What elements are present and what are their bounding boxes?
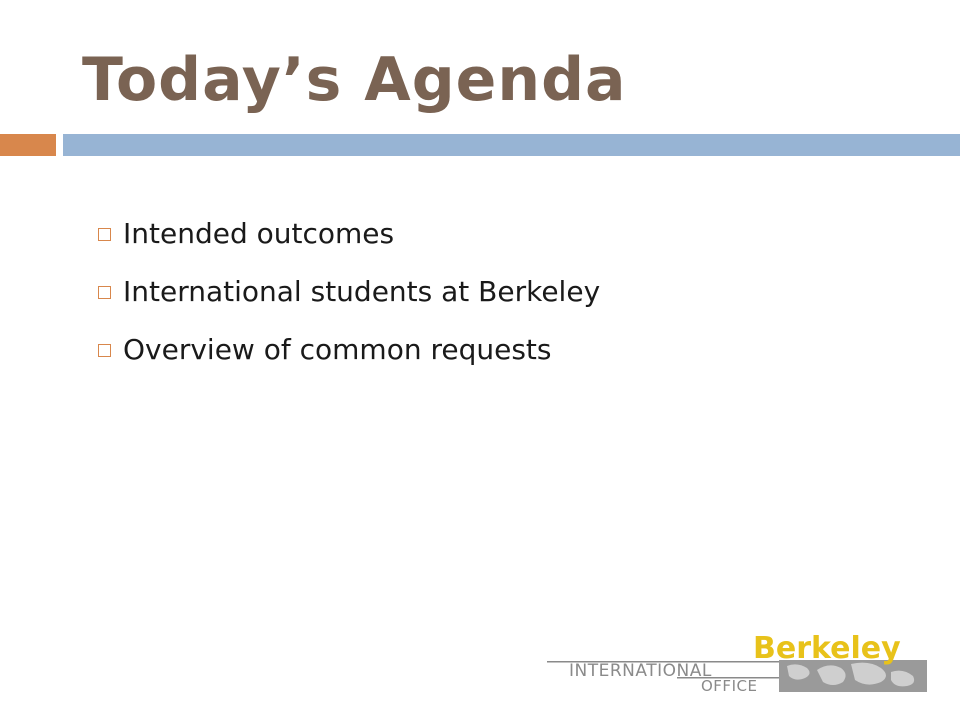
berkeley-international-office-logo [547, 630, 927, 692]
logo-international-text: INTERNATIONAL [569, 661, 712, 681]
square-bullet-icon [98, 286, 111, 299]
logo-berkeley-text: Berkeley [753, 631, 901, 666]
agenda-item [98, 320, 600, 378]
slide-title: Today’s Agenda [82, 45, 627, 115]
agenda-item [98, 204, 600, 262]
agenda-item [98, 262, 600, 320]
logo-office-text: OFFICE [701, 677, 758, 692]
title-rule-blue-segment [63, 134, 960, 156]
logo-graphic [547, 630, 927, 692]
agenda-list [98, 204, 600, 378]
title-rule-orange-segment [0, 134, 56, 156]
square-bullet-icon [98, 228, 111, 241]
square-bullet-icon [98, 344, 111, 357]
agenda-item-text: International students at Berkeley [123, 274, 601, 308]
agenda-item-text: Intended outcomes [123, 216, 395, 250]
agenda-item-text: Overview of common requests [123, 332, 552, 366]
